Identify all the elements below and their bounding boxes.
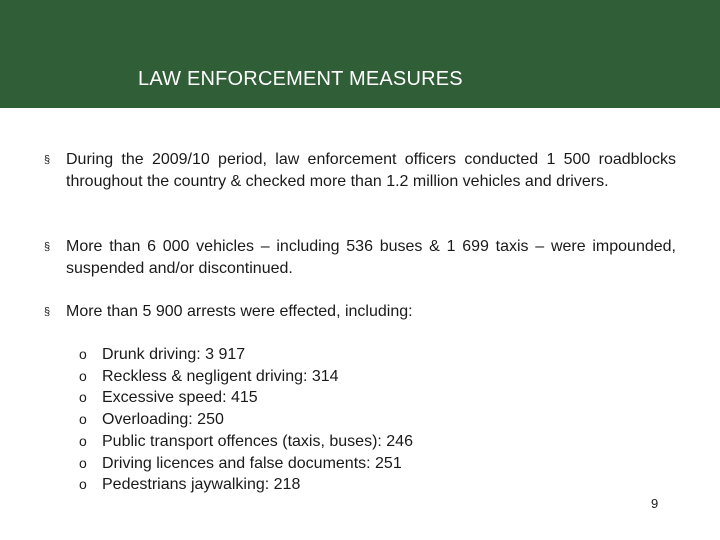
sub-bullet-marker: o (79, 346, 87, 362)
arrests-list (79, 344, 579, 496)
bullet-marker: § (44, 241, 51, 253)
bullet-text: More than 6 000 vehicles – including 536 buses & 1 699 taxis – were impounded, suspended and/or discontinued. (66, 238, 676, 277)
bullet-text: More than 5 900 arrests were effected, including: (66, 303, 413, 320)
list-item (79, 474, 579, 496)
list-item (79, 453, 579, 475)
sub-bullet-marker: o (79, 432, 87, 449)
list-item-text: Drunk driving: 3 917 (102, 346, 246, 363)
list-item-text: Driving licences and false documents: 251 (102, 454, 402, 472)
bullet-text: During the 2009/10 period, law enforcement officers conducted 1 500 roadblocks throughout the country & checked more than 1.2 million vehicles and drivers. (66, 151, 676, 190)
sub-bullet-marker: o (79, 389, 87, 406)
list-item (79, 387, 579, 409)
page-number: 9 (651, 496, 659, 511)
slide-title: LAW ENFORCEMENT MEASURES (138, 68, 463, 90)
list-item (79, 409, 579, 431)
sub-bullet-marker: o (79, 454, 87, 471)
list-item-text: Pedestrians jaywalking: 218 (102, 476, 301, 494)
bullet-marker: § (44, 154, 51, 166)
bullet-vehicles-impounded (44, 236, 676, 280)
sub-bullet-marker: o (79, 367, 87, 384)
bullet-arrests (44, 301, 676, 323)
list-item-text: Reckless & negligent driving: 314 (102, 367, 339, 385)
list-item-text: Public transport offences (taxis, buses): 246 (102, 432, 413, 450)
sub-bullet-marker: o (79, 476, 87, 493)
list-item (79, 431, 579, 453)
list-item (79, 344, 579, 366)
list-item-text: Excessive speed: 415 (102, 389, 258, 407)
sub-bullet-marker: o (79, 411, 87, 428)
title-bar (0, 0, 720, 108)
list-item-text: Overloading: 250 (102, 411, 224, 429)
bullet-marker: § (44, 306, 51, 318)
bullet-roadblocks (44, 149, 676, 193)
list-item (79, 366, 579, 388)
